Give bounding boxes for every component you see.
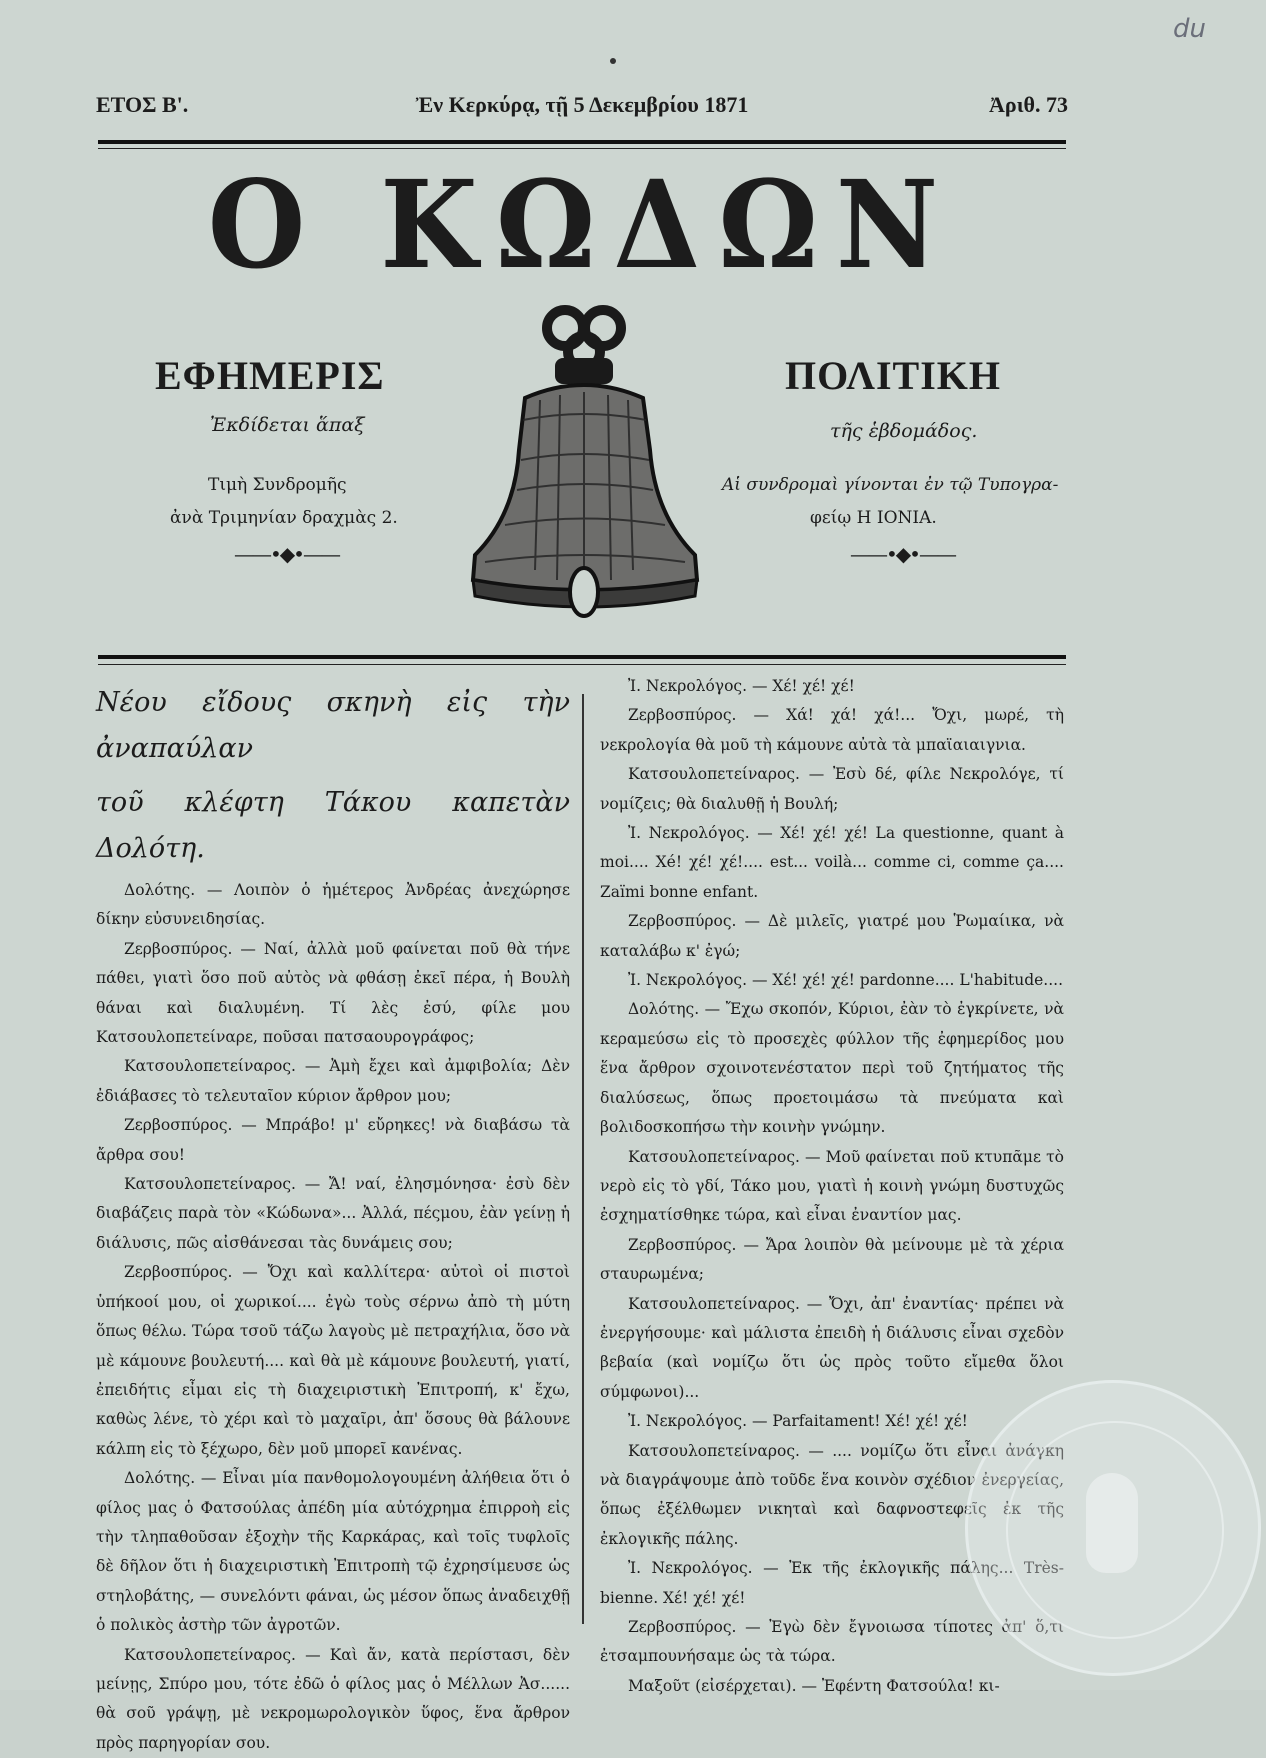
ornament-left: ——•◆•—— [234, 542, 339, 566]
dialogue-paragraph: Δολότης. — Εἶναι μία πανθομολογουμένη ἀλήθεια ὅτι ὁ φίλος μας ὁ Φατσούλας ἀπέδη μία αὐτόχρημα ἐπιρροὴ εἰς τὴν τληπαθοῦσαν ἐξοχὴν τῆς Καρκάρας, καὶ τοῖς τυφλοῖς δὲ δῆλον ὅτι ἡ διαχειριστικὴ Ἐπιτροπὴ τῷ ἐχρησίμευσε ὡς στηλοβάτης, — συνελόντι φάναι, ὡς μέσον ὅπως ἀναδειχθῇ ὁ πολικὸς ἀστὴρ τῶν ἀγροτῶν. [96, 1469, 570, 1635]
top-rule [98, 140, 1066, 144]
ornament-right: ——•◆•—— [850, 542, 955, 566]
article-headline-1: Νέου εἴδους σκηνὴ εἰς τὴν ἀναπαύλαν [96, 687, 570, 764]
subscription-price: ἀνὰ Τριμηνίαν δραχμὰς 2. [170, 508, 398, 528]
dialogue-paragraph: Ζερβοσπύρος. — Ὄχι καὶ καλλίτερα· αὐτοὶ οἱ πιστοὶ ὑπήκοοί μου, οἱ χωρικοί.... ἐγὼ τοὺς σέρνω ἀπὸ τὴ μύτη ὅπως θέλω. Τώρα τσοῦ τάζω λαγοὺς μὲ πετραχήλια, ὅσο νὰ μὲ κάμουνε βουλευτή.... καὶ θὰ μὲ κάμουνε βουλευτή, γιατί, ἐπειδήτις εἶμαι εἰς τὴ διαχειριστικὴ Ἐπιτροπή, κ' ἔχω, καθὼς λένε, τὸ χέρι καὶ τὸ μαχαῖρι, ἀπ' ὅσους θὰ βάλουνε κάλπη εἰς τὸ ξέχωρο, δὲν μοῦ μπορεῖ κανένας. [96, 1263, 570, 1458]
dialogue-paragraph: Ζερβοσπύρος. — Μπράβο! μ' εὔρηκες! νὰ διαβάσω τὰ ἄρθρα σου! [96, 1116, 570, 1164]
subscription-label: Τιμὴ Συνδρομῆς [208, 475, 347, 495]
article-headline-2: τοῦ κλέφτη Τάκου καπετὰν Δολότη. [96, 787, 570, 864]
dialogue-paragraph: Ζερβοσπύρος. — Χά! χά! χά!... Ὄχι, μωρέ, τὴ νεκρολογία θὰ μοῦ τὴ κάμουνε αὐτὰ τὰ μπαϊαιαιγνια. [600, 706, 1064, 754]
library-seal-icon [965, 1380, 1261, 1676]
frequency-suffix: τῆς ἑβδομάδος. [830, 420, 978, 442]
dialogue-paragraph: Δολότης. — Λοιπὸν ὁ ἡμέτερος Ἀνδρέας ἀνεχώρησε δίκην εὐσυνειδησίας. [96, 881, 570, 929]
top-rule-thin [98, 148, 1066, 149]
subtitle-right: ΠΟΛΙΤΙΚΗ [785, 353, 1002, 398]
bell-illustration [455, 300, 715, 640]
dialogue-paragraph: Ζερβοσπύρος. — Ἄρα λοιπὸν θὰ μείνουμε μὲ τὰ χέρια σταυρωμένα; [600, 1235, 1064, 1284]
article-columns [96, 672, 1068, 1752]
dialogue-paragraph: Κατσουλοπετείναρος. — Ἄ! ναί, ἐλησμόνησα· ἐσὺ δὲν διαβάζεις παρὰ τὸν «Κώδωνα»... Ἀλλά, πέςμου, ἐὰν γείνῃ ἡ διάλυσις, πῶς αἰσθάνεσαι τὰς δυνάμεις σου; [96, 1175, 570, 1252]
dialogue-paragraph: Ἰ. Νεκρολόγος. — Χέ! χέ! χέ! La questionne, quant à moi.... Xé! χέ! χέ!.... est... voilà... comme ci, comme ça.... Zaïmi bonne enfant. [600, 824, 1064, 901]
dialogue-paragraph: Κατσουλοπετείναρος. — .... νομίζω ὅτι εἶναι ἀνάγκη νὰ διαγράψουμε ἀπὸ τοῦδε ἕνα κοινὸν σχέδιον ἐνεργείας, ὅπως ἐξέλθωμεν νικηταὶ καὶ δαφνοστεφεῖς ἐκ τῆς ἐκλογικῆς πάλης. [600, 1441, 1064, 1548]
masthead-bottom-rule [98, 655, 1066, 659]
column-divider [582, 694, 584, 1624]
newspaper-title: Ο ΚΩΔΩΝ [207, 154, 957, 297]
masthead-dateline [96, 92, 1068, 126]
seal-vase-icon [1086, 1473, 1138, 1573]
dialogue-paragraph: Ζερβοσπύρος. — Ἐγὼ δὲν ἔγνοιωσα τίποτες ἀπ' ὅ,τι ἐτσαμπουνήσαμε ὡς τὰ τώρα. [600, 1618, 1064, 1666]
dialogue-paragraph: Κατσουλοπετείναρος. — Ἀμὴ ἔχει καὶ ἀμφιβολία; Δὲν ἐδιάβασες τὸ τελευταῖον κύριον ἄρθρον μου; [96, 1057, 570, 1105]
publication-frequency: Ἐκδίδεται ἅπαξ [210, 414, 365, 436]
dialogue-paragraph: Ἰ. Νεκρολόγος. — Χέ! χέ! χέ! [628, 677, 855, 695]
ink-dot [610, 58, 616, 64]
dialogue-paragraph: Κατσουλοπετείναρος. — Ἐσὺ δέ, φίλε Νεκρολόγε, τί νομίζεις; θὰ διαλυθῇ ἡ Βουλή; [600, 765, 1064, 813]
subscription-note: Αἱ συνδρομαὶ γίνονται ἐν τῷ Τυπογρα- [722, 475, 1059, 495]
dialogue-paragraph: Ἰ. Νεκρολόγος. — Parfaitament! Χέ! χέ! χέ! [628, 1412, 968, 1431]
place-date: Ἐν Κερκύρᾳ, τῇ 5 Δεκεμβρίου 1871 [415, 92, 749, 117]
dialogue-paragraph: Κατσουλοπετείναρος. — Ὄχι, ἀπ' ἐναντίας· πρέπει νὰ ἐνεργήσουμε· καὶ μάλιστα ἐπειδὴ ἡ διάλυσις εἶναι σχεδὸν βεβαία (καὶ νομίζω ὅτι ὡς πρὸς τοῦτο εἴμεθα ὅλοι σύμφωνοι)... [600, 1294, 1064, 1401]
dialogue-paragraph: Δολότης. — Ἔχω σκοπόν, Κύριοι, ἐὰν τὸ ἐγκρίνετε, νὰ κεραμεύσω εἰς τὸ προσεχὲς φύλλον τῆς ἐφημερίδος μου ἕνα ἄρθρον σχοινοτενέστατον περὶ τοῦ ζητήματος τῆς διαλύσεως, ὅπως προετοιμάσω τὰ πνεύματα καὶ βολιδοσκοπήσω τὴν κοινὴν γνώμην. [600, 1000, 1064, 1137]
dialogue-paragraph: Ἰ. Νεκρολόγος. — Χέ! χέ! χέ! pardonne.... L'habitude.... [628, 971, 1064, 990]
issue-number: Ἀριθ. 73 [989, 92, 1068, 117]
dialogue-paragraph: Μαξοῦτ (εἰσέρχεται). — Ἐφέντη Φατσούλα! κι- [628, 1676, 1000, 1695]
dialogue-paragraph: Κατσουλοπετείναρος. — Μοῦ φαίνεται ποῦ κτυπᾶμε τὸ νερὸ εἰς τὸ γδί, Τάκο μου, γιατὶ ἡ κοινὴ γνώμη δυστυχῶς ἐσχηματίσθηκε τώρα, καὶ εἶναι ἐναντίον μας. [600, 1147, 1064, 1225]
masthead-bottom-rule-thin [98, 664, 1066, 665]
dialogue-paragraph: Ζερβοσπύρος. — Ναί, ἀλλὰ μοῦ φαίνεται ποῦ θὰ τήνε πάθει, γιατὶ ὅσο ποῦ αὐτὸς νὰ φθάσῃ ἐκεῖ πέρα, ἡ Βουλὴ θάναι καὶ διαλυμένη. Τί λὲς ἐσύ, φίλε μου Κατσουλοπετείναρε, ποῦσαι πατσαουρογράφος; [96, 939, 570, 1047]
subtitle-left: ΕΦΗΜΕΡΙΣ [155, 353, 385, 398]
year-label: ΕΤΟΣ Β'. [96, 92, 189, 117]
printing-house: φείῳ Η ΙΟΝΙΑ. [810, 508, 937, 528]
dialogue-paragraph: Κατσουλοπετείναρος. — Καὶ ἄν, κατὰ περίστασι, δὲν μείνῃς, Σπύρο μου, τότε ἐδῶ ὁ φίλος μας ὁ Μέλλων Ἀσ...... θὰ σοῦ γράψῃ, μὲ νεκρομωρολογικὸν ὕφος, ἕνα ἄρθρον πρὸς παρηγορίαν σου. [96, 1645, 570, 1752]
left-column [96, 672, 570, 1758]
handwritten-note: du [1173, 14, 1206, 44]
dialogue-paragraph: Ἰ. Νεκρολόγος. — Ἐκ τῆς ἐκλογικῆς πάλης... Très-bienne. Χέ! χέ! χέ! [600, 1559, 1064, 1607]
dialogue-paragraph: Ζερβοσπύρος. — Δὲ μιλεῖς, γιατρέ μου Ῥωμαίικα, νὰ καταλάβω κ' ἐγώ; [600, 912, 1064, 960]
